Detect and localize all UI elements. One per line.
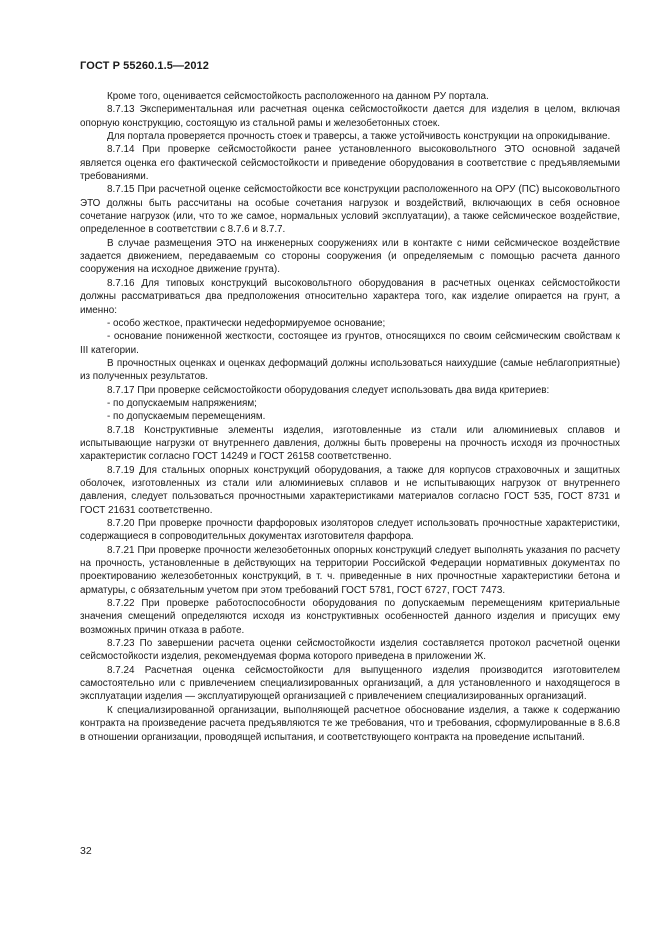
paragraph: Для портала проверяется прочность стоек и траверсы, а также устойчивость конструкции на опрокидывание. bbox=[107, 131, 611, 143]
paragraph: 8.7.22 При проверке работоспособности оборудования по допускаемым перемещениям критериальные значения смещений определяются исходя из конструктивных особенностей данного изделия и присущих ему возможных причин отказа в работе. bbox=[80, 598, 620, 636]
paragraph: 8.7.16 Для типовых конструкций высоковольтного оборудования в расчетных оценках сейсмостойкости должны рассматриваться два предположения относительно характера того, как изделие опирается на грунт, а именно: bbox=[80, 277, 620, 316]
paragraph: 8.7.15 При расчетной оценке сейсмостойкости все конструкции расположенного на ОРУ (ПС) высоковольтного ЭТО должны быть рассчитаны на особые сочетания нагрузок и воздействий, включающих в себя основное сочетание нагрузок (или, что то же самое, нормальных условий эксплуатации), а также сейсмическое воздействие, определенное в соответствии с 8.7.6 и 8.7.7. bbox=[80, 184, 620, 236]
paragraph: 8.7.24 Расчетная оценка сейсмостойкости для выпущенного изделия производится изготовителем самостоятельно или с привлечением специализированных организаций, а для установленного и находящегося в эксплуатации изделия — эксплуатирующей организацией с привлечением специализированных организаций. bbox=[80, 664, 620, 703]
paragraph: В прочностных оценках и оценках деформаций должны использоваться наихудшие (самые неблагоприятные) из полученных результатов. bbox=[80, 357, 620, 383]
list-item: - особо жесткое, практически недеформируемое основание; bbox=[107, 317, 386, 329]
list-item: - по допускаемым напряжениям; bbox=[107, 397, 257, 409]
document-body bbox=[80, 90, 620, 744]
paragraph: 8.7.18 Конструктивные элементы изделия, изготовленные из стали или алюминиевых сплавов и испытывающие нагрузки от внутреннего давления, должны быть проверены на прочность исходя из прочностных характеристик согласно ГОСТ 14249 и ГОСТ 26158 соответственно. bbox=[80, 424, 620, 463]
paragraph: 8.7.20 При проверке прочности фарфоровых изоляторов следует использовать прочностные характеристики, содержащиеся в сопроводительных документах изготовителя фарфора. bbox=[80, 518, 620, 543]
paragraph: 8.7.19 Для стальных опорных конструкций оборудования, а также для корпусов страховочных и защитных оболочек, изготовленных из стали или алюминиевых сплавов и не испытывающих нагрузок от внутреннего давления, следует пользоваться прочностными характеристиками материалов согласно ГОСТ 535, ГОСТ 8731 и ГОСТ 21631 соответственно. bbox=[80, 464, 620, 516]
document-header: ГОСТ Р 55260.1.5—2012 bbox=[80, 60, 209, 72]
paragraph: 8.7.17 При проверке сейсмостойкости оборудования следует использовать два вида критериев: bbox=[107, 384, 550, 396]
paragraph: 8.7.14 При проверке сейсмостойкости ранее установленного высоковольтного ЭТО основной задачей является оценка его фактической сейсмостойкости и приведение оборудования в соответствие с предъявляемыми требованиями. bbox=[80, 144, 620, 183]
paragraph: 8.7.21 При проверке прочности железобетонных опорных конструкций следует выполнять указания по расчету на прочность, установленные в действующих на территории Российской Федерации нормативных документах по проектированию железобетонных конструкций, в т. ч. приведенные в них прочностные характеристики бетона и арматуры, с обязательным учетом при этом требований ГОСТ 5781, ГОСТ 6727, ГОСТ 7473. bbox=[80, 544, 620, 596]
paragraph: 8.7.23 По завершении расчета оценки сейсмостойкости изделия составляется протокол расчетной оценки сейсмостойкости изделия, рекомендуемая форма которого приведена в приложении Ж. bbox=[80, 638, 620, 663]
paragraph: Кроме того, оценивается сейсмостойкость расположенного на данном РУ портала. bbox=[107, 91, 489, 102]
paragraph: В случае размещения ЭТО на инженерных сооружениях или в контакте с ними сейсмическое воздействие задается движением, передаваемым со стороны сооружения (и определяемым с помощью расчета данного сооружения на исходное движение грунта). bbox=[80, 237, 620, 276]
list-item: - по допускаемым перемещениям. bbox=[107, 411, 266, 423]
paragraph: К специализированной организации, выполняющей расчетное обоснование изделия, а также к содержанию контракта на произведение расчета предъявляются те же требования, что и требования, сформулированные в 8.6.8 в отношении организации, проводящей испытания, и соответствующего контракта на проведение испытаний. bbox=[80, 704, 620, 743]
list-item: - основание пониженной жесткости, состоящее из грунтов, относящихся по своим сейсмическим свойствам к III категории. bbox=[80, 331, 620, 356]
page-number: 32 bbox=[80, 845, 92, 857]
paragraph: 8.7.13 Экспериментальная или расчетная оценка сейсмостойкости дается для изделия в целом, включая опорную конструкцию, состоящую из стальной рамы и железобетонных стоек. bbox=[80, 104, 620, 129]
